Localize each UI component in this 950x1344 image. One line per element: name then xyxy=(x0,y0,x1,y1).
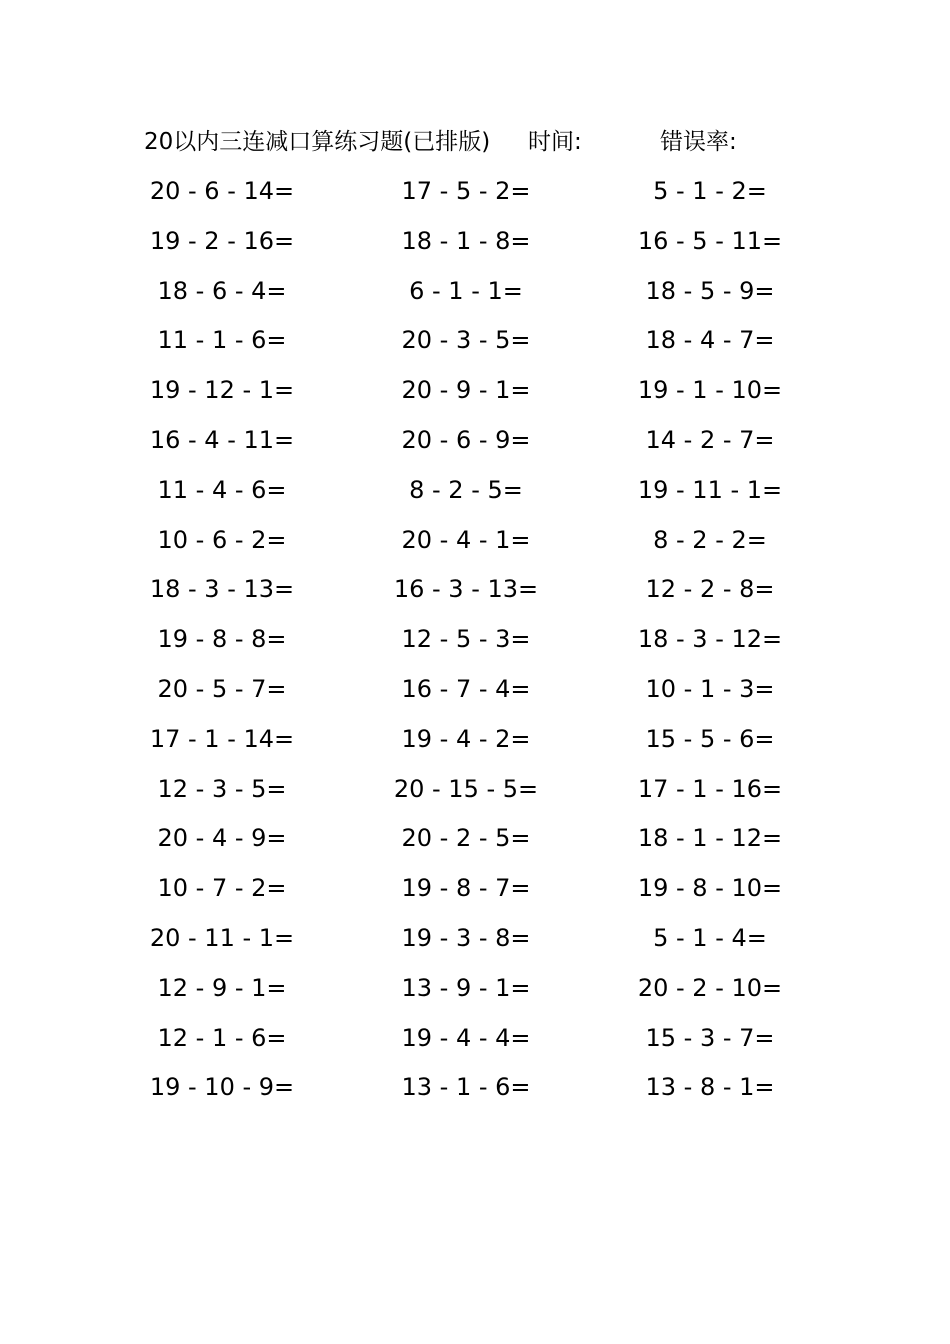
problem-item: 18 - 6 - 4= xyxy=(157,276,287,305)
problem-item: 18 - 3 - 13= xyxy=(149,575,295,604)
problem-item: 11 - 4 - 6= xyxy=(157,475,287,504)
problem-item: 19 - 8 - 7= xyxy=(401,874,531,903)
problem-item: 13 - 9 - 1= xyxy=(401,973,531,1002)
problem-item: 20 - 9 - 1= xyxy=(401,376,531,405)
problem-item: 17 - 1 - 14= xyxy=(149,724,295,753)
worksheet-header xyxy=(0,124,950,160)
problem-item: 14 - 2 - 7= xyxy=(645,425,775,454)
problem-item: 12 - 2 - 8= xyxy=(645,575,775,604)
problem-item: 16 - 4 - 11= xyxy=(149,425,295,454)
problem-item: 19 - 2 - 16= xyxy=(149,226,295,255)
problem-item: 5 - 1 - 2= xyxy=(653,177,767,205)
problem-item: 19 - 8 - 10= xyxy=(637,874,783,903)
worksheet-title: 20以内三连减口算练习题(已排版) xyxy=(144,129,491,155)
problem-item: 19 - 4 - 4= xyxy=(401,1023,531,1052)
problem-item: 20 - 2 - 10= xyxy=(637,973,783,1002)
problem-item: 15 - 5 - 6= xyxy=(645,724,775,753)
problem-item: 17 - 1 - 16= xyxy=(637,774,783,803)
problem-item: 12 - 1 - 6= xyxy=(157,1023,287,1052)
problem-item: 12 - 9 - 1= xyxy=(157,973,287,1002)
problem-item: 18 - 4 - 7= xyxy=(645,326,775,355)
time-label: 时间: xyxy=(528,129,582,155)
problem-item: 18 - 1 - 12= xyxy=(637,824,783,853)
problem-item: 19 - 8 - 8= xyxy=(157,625,287,654)
problem-item: 18 - 1 - 8= xyxy=(401,226,531,255)
problem-item: 18 - 5 - 9= xyxy=(645,276,775,305)
problem-item: 12 - 5 - 3= xyxy=(401,625,531,654)
problem-item: 6 - 1 - 1= xyxy=(409,276,523,305)
problem-item: 20 - 6 - 14= xyxy=(149,177,295,205)
problem-item: 16 - 5 - 11= xyxy=(637,226,783,255)
problem-item: 20 - 2 - 5= xyxy=(401,824,531,853)
problem-item: 20 - 15 - 5= xyxy=(393,774,539,803)
problem-item: 12 - 3 - 5= xyxy=(157,774,287,803)
problem-item: 17 - 5 - 2= xyxy=(401,177,531,205)
problem-item: 19 - 1 - 10= xyxy=(637,376,783,405)
problem-item: 19 - 12 - 1= xyxy=(149,376,295,405)
problem-item: 19 - 10 - 9= xyxy=(149,1073,295,1102)
problem-item: 10 - 1 - 3= xyxy=(645,674,775,703)
problem-item: 13 - 1 - 6= xyxy=(401,1073,531,1102)
problem-item: 19 - 4 - 2= xyxy=(401,724,531,753)
problem-grid xyxy=(100,173,832,1119)
problem-item: 13 - 8 - 1= xyxy=(645,1073,775,1102)
problem-item: 16 - 3 - 13= xyxy=(393,575,539,604)
problem-item: 5 - 1 - 4= xyxy=(653,923,767,952)
problem-item: 16 - 7 - 4= xyxy=(401,674,531,703)
problem-item: 20 - 4 - 9= xyxy=(157,824,287,853)
problem-item: 20 - 6 - 9= xyxy=(401,425,531,454)
problem-item: 19 - 11 - 1= xyxy=(637,475,783,504)
problem-item: 20 - 4 - 1= xyxy=(401,525,531,554)
problem-item: 19 - 3 - 8= xyxy=(401,923,531,952)
error-rate-label: 错误率: xyxy=(660,129,737,155)
problem-item: 20 - 11 - 1= xyxy=(149,923,295,952)
problem-item: 20 - 3 - 5= xyxy=(401,326,531,355)
problem-item: 10 - 7 - 2= xyxy=(157,874,287,903)
problem-item: 8 - 2 - 5= xyxy=(409,475,523,504)
problem-item: 8 - 2 - 2= xyxy=(653,525,767,554)
problem-item: 18 - 3 - 12= xyxy=(637,625,783,654)
problem-item: 20 - 5 - 7= xyxy=(157,674,287,703)
problem-item: 11 - 1 - 6= xyxy=(157,326,287,355)
problem-item: 10 - 6 - 2= xyxy=(157,525,287,554)
problem-item: 15 - 3 - 7= xyxy=(645,1023,775,1052)
